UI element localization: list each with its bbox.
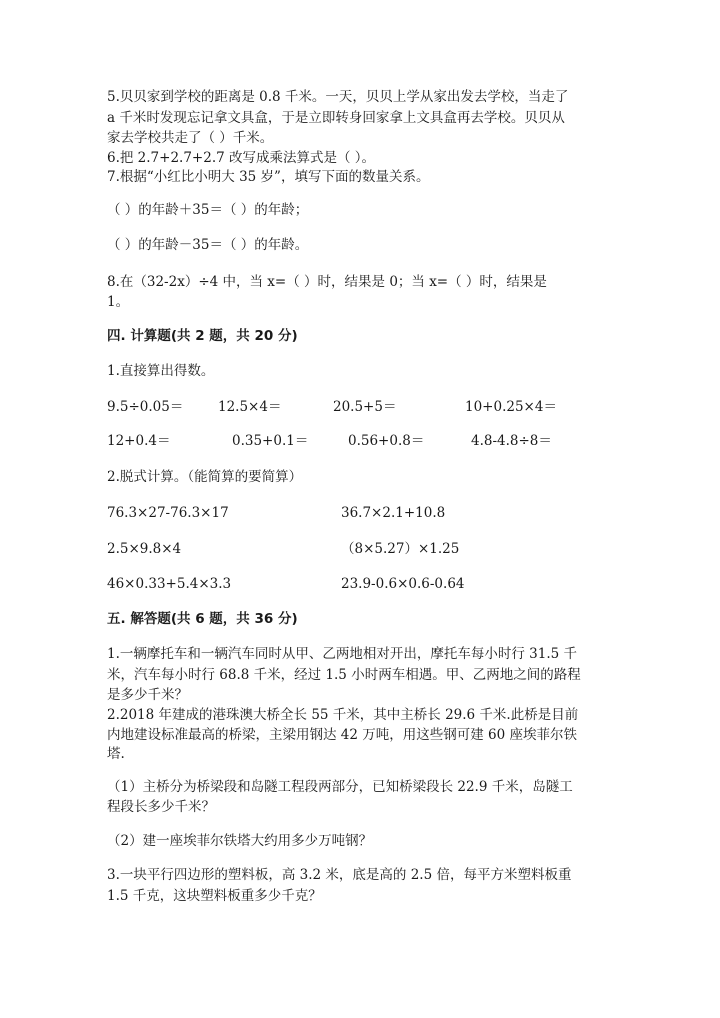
q7-relation-1: （ ）的年龄＋35＝（ ）的年龄； [107,202,309,218]
ans-q2-sub2-line: （2）建一座埃菲尔铁塔大约用多少万吨钢？ [107,833,373,849]
q8-line-2: 1。 [107,294,130,310]
calc-q1-item: 0.35+0.1＝ [232,433,309,449]
calc-q1-item: 12+0.4＝ [107,433,171,449]
q5-line-3: 家去学校共走了（ ）千米。 [107,130,274,146]
q7-relation-2: （ ）的年龄－35＝（ ）的年龄。 [107,237,309,253]
ans-q2-sub1-line-1: （1）主桥分为桥梁段和岛隧工程段两部分，已知桥梁段长 22.9 千米，岛隧工 [107,779,573,795]
ans-q3-line-2: 1.5 千克，这块塑料板重多少千克？ [107,888,322,904]
ans-q2-sub1-line-2: 程段长多少千米？ [107,799,215,815]
ans-q3-line-1: 3.一块平行四边形的塑料板，高 3.2 米，底是高的 2.5 倍，每平方米塑料板重 [107,867,572,883]
calc-q2-item: 76.3×27-76.3×17 [107,505,229,521]
calc-q1-item: 4.8-4.8÷8＝ [471,433,552,449]
q7-line: 7.根据“小红比小明大 35 岁”，填写下面的数量关系。 [107,169,430,185]
q6-line: 6.把 2.7+2.7+2.7 改写成乘法算式是（ ）。 [107,150,376,166]
ans-q2-line-3: 塔. [107,746,125,762]
ans-q1-line-1: 1.一辆摩托车和一辆汽车同时从甲、乙两地相对开出，摩托车每小时行 31.5 千 [107,646,578,662]
ans-q2-line-1: 2.2018 年建成的港珠澳大桥全长 55 千米，其中主桥长 29.6 千米.此桥是目前 [107,707,579,723]
ans-q2-line-2: 内地建设标准最高的桥梁，主梁用钢达 42 万吨，用这些钢可建 60 座埃菲尔铁 [107,727,578,743]
calc-q2-item: 23.9-0.6×0.6-0.64 [341,576,465,592]
calc-section-heading: 四. 计算题(共 2 题，共 20 分) [107,328,298,344]
calc-q2-item: （8×5.27）×1.25 [341,541,460,557]
calc-q1-item: 9.5÷0.05＝ [107,399,184,415]
q5-line-2: a 千米时发现忘记拿文具盒，于是立即转身回家拿上文具盒再去学校。贝贝从 [107,110,565,126]
calc-q1-item: 10+0.25×4＝ [465,399,557,415]
q5-line-1: 5.贝贝家到学校的距离是 0.8 千米。一天，贝贝上学从家出发去学校，当走了 [107,89,569,105]
ans-q1-line-2: 米，汽车每小时行 68.8 千米，经过 1.5 小时两车相遇。甲、乙两地之间的路程 [107,667,581,683]
calc-q1-item: 0.56+0.8＝ [348,433,425,449]
answer-section-heading: 五. 解答题(共 6 题，共 36 分) [107,611,298,627]
calc-q2-item: 36.7×2.1+10.8 [341,505,446,521]
calc-q1-item: 20.5+5＝ [333,399,397,415]
ans-q1-line-3: 是多少千米？ [107,687,188,703]
q8-line-1: 8.在（32-2x）÷4 中，当 x=（ ）时，结果是 0；当 x=（ ）时，结果是 [107,274,547,290]
calc-q2-title: 2.脱式计算。（能简算的要简算） [107,469,303,485]
calc-q2-item: 46×0.33+5.4×3.3 [107,576,232,592]
calc-q2-item: 2.5×9.8×4 [107,541,182,557]
calc-q1-item: 12.5×4＝ [218,399,282,415]
calc-q1-title: 1.直接算出得数。 [107,363,215,379]
